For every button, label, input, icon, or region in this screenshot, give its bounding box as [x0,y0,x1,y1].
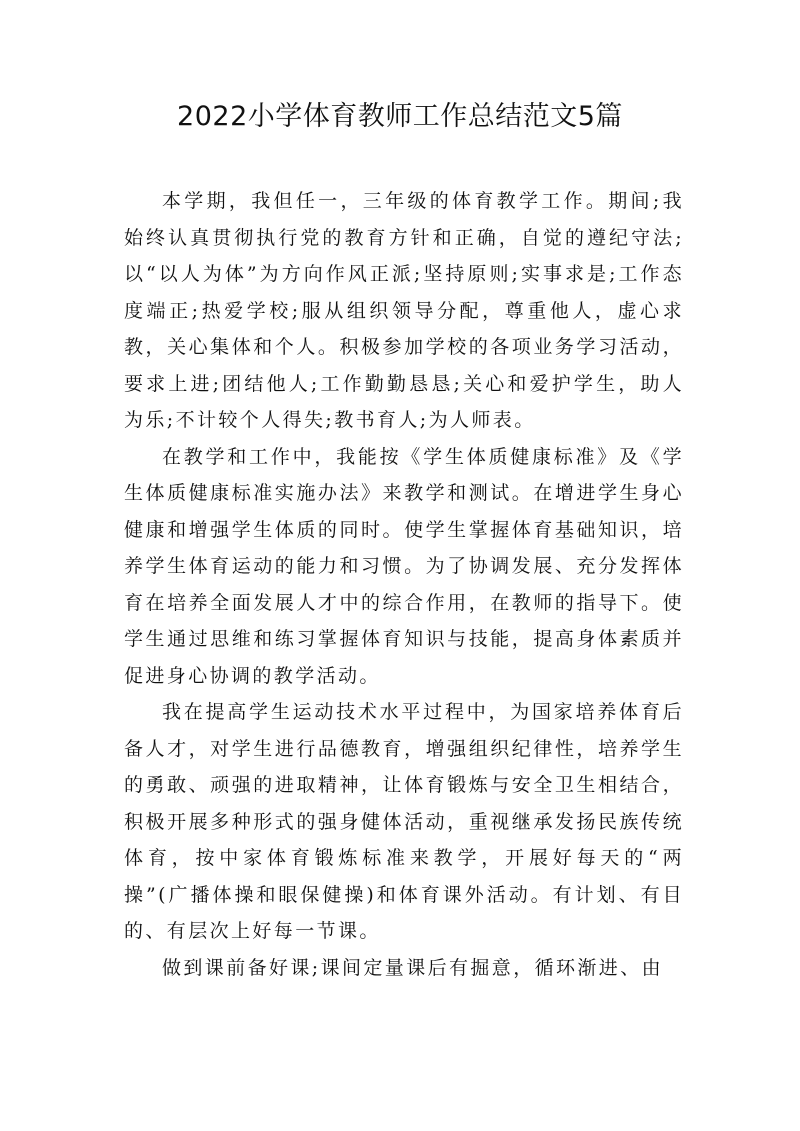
body-paragraph: 做到课前备好课;课间定量课后有掘意，循环渐进、由 [162,956,664,979]
body-paragraph: 在教学和工作中，我能按《学生体质健康标准》及《学生体质健康标准实施办法》来教学和测试。在增进学生身心健康和增强学生体质的同时。使学生掌握体育基础知识，培养学生体育运动的能力和习惯。为了协调发展、充分发挥体育在培养全面发展人才中的综合作用，在教师的指导下。使学生通过思维和练习掌握体育知识与技能，提高身体素质并促进身心协调的教学活动。 [124,445,684,687]
body-paragraph: 本学期，我但任一，三年级的体育教学工作。期间;我始终认真贯彻执行党的教育方针和正确，自觉的遵纪守法;以“以人为体”为方向作风正派;坚持原则;实事求是;工作态度端正;热爱学校;服从组织领导分配，尊重他人，虚心求教，关心集体和个人。积极参加学校的各项业务学习活动，要求上进;团结他人;工作勤勤恳恳;关心和爱护学生，助人为乐;不计较个人得失;教书育人;为人师表。 [124,190,684,431]
body-paragraph: 我在提高学生运动技术水平过程中，为国家培养体育后备人才，对学生进行品德教育，增强组织纪律性，培养学生的勇敢、顽强的进取精神，让体育锻炼与安全卫生相结合，积极开展多种形式的强身健体活动，重视继承发扬民族传统体育，按中家体育锻炼标准来教学，开展好每天的“两操”(广播体操和眼保健操)和体育课外活动。有计划、有目的、有层次上好每一节课。 [124,701,684,942]
document-body [124,183,684,986]
document-title: 2022小学体育教师工作总结范文5篇 [177,101,623,132]
